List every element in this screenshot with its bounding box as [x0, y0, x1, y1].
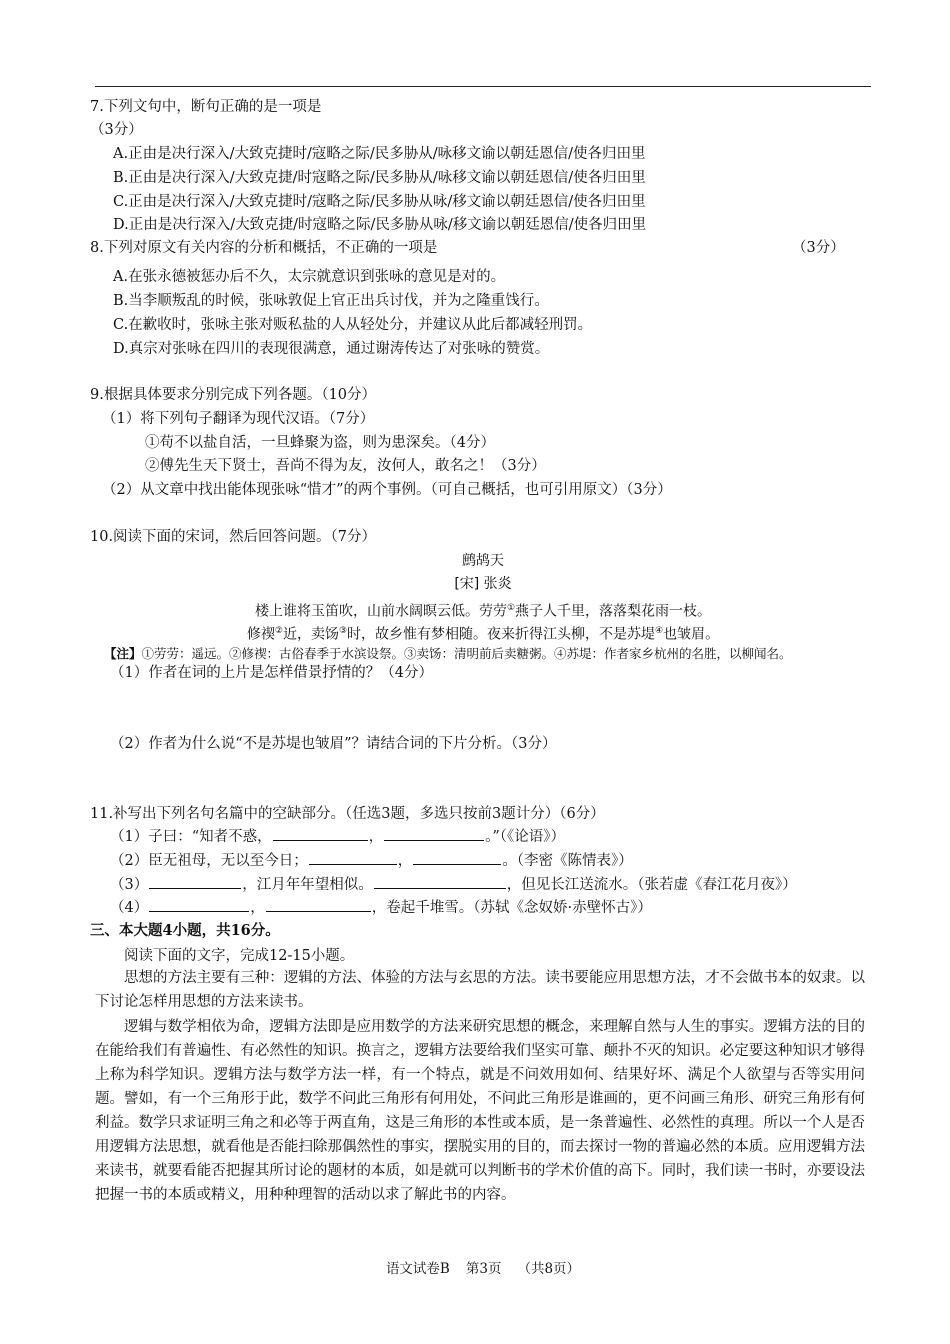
- q9-stem: 9.根据具体要求分别完成下列各题。（10分）: [90, 387, 377, 403]
- footer-paper: 语文试卷B: [385, 1261, 450, 1277]
- footer-total: （共8页）: [517, 1261, 581, 1277]
- poem-line-2d: 也皱眉。: [663, 626, 720, 643]
- poem-line-2a: 修禊: [246, 626, 275, 643]
- q11-item-2-text-c: 。（李密《陈情表》）: [502, 853, 633, 869]
- q8-option-d: D.真宗对张咏在四川的表现很满意，通过谢涛传达了对张咏的赞赏。: [113, 341, 550, 357]
- fill-blank[interactable]: [309, 850, 397, 865]
- footnote-mark-3: ③: [338, 626, 348, 636]
- fill-blank[interactable]: [413, 850, 501, 865]
- q9-sub1: （1）将下列句子翻译为现代汉语。（7分）: [102, 411, 375, 427]
- poem-title: 鹧鸪天: [462, 553, 504, 569]
- q8-score: （3分）: [792, 240, 845, 256]
- poem-line-2c: 时，故乡惟有梦相随。夜来折得江头柳，不是苏堤: [347, 626, 656, 643]
- q7-option-c: C.正由是决行深入/大致克捷时/寇略之际/民多胁从咏/移文谕以朝廷恩信/使各归田里: [113, 194, 646, 210]
- q8-option-b: B.当李顺叛乱的时候，张咏敦促上官正出兵讨伐，并为之隆重饯行。: [113, 293, 549, 309]
- q8-option-c: C.在歉收时，张咏主张对贩私盐的人从轻处分，并建议从此后都减轻刑罚。: [113, 317, 593, 333]
- q11-item-2-text-b: ，: [397, 853, 413, 869]
- fill-blank[interactable]: [149, 897, 249, 912]
- q7-option-a: A.正由是决行深入/大致克捷时/寇略之际/民多胁从/咏移文谕以朝廷恩信/使各归田里: [113, 146, 646, 162]
- fill-blank[interactable]: [384, 826, 484, 841]
- footnote-mark-2: ②: [274, 626, 283, 636]
- note-text: ①劳劳：遥远。②修禊：古俗春季于水滨设祭。③卖饧：清明前后卖糖粥。④苏堤：作者家乡杭州的名胜，以柳闻名。: [141, 646, 792, 661]
- q11-item-2-text-a: （2）臣无祖母，无以至今日；: [110, 853, 308, 869]
- fill-blank[interactable]: [273, 826, 368, 841]
- q11-item-3-text-c: ，但见长江送流水。（张若虚《春江花月夜》）: [506, 877, 797, 893]
- q11-item-1: [110, 826, 565, 848]
- fill-blank[interactable]: [374, 874, 506, 889]
- q11-item-3-text-a: （3）: [110, 877, 149, 893]
- q9-sub2: （2）从文章中找出能体现张咏“惜才”的两个事例。（可自己概括，也可引用原文）（3分）: [102, 482, 672, 498]
- q11-item-1-text-a: （1）子曰：“知者不惑，: [110, 829, 272, 845]
- q7-score: （3分）: [90, 122, 143, 138]
- q9-sentence1: ①苟不以盐自活，一旦蜂聚为盗，则为患深矣。（4分）: [145, 435, 495, 451]
- q11-item-4-text-b: ，: [250, 900, 265, 916]
- poem-line-1a: 楼上谁将玉笛吹，山前水阔暝云低。劳劳: [254, 603, 507, 620]
- q10-sub1: （1）作者在词的上片是怎样借景抒情的？（4分）: [110, 665, 433, 681]
- q8-option-a: A.在张永德被惩办后不久，太宗就意识到张咏的意见是对的。: [113, 269, 506, 285]
- reading-instruction: 阅读下面的文字，完成12-15小题。: [124, 948, 355, 964]
- q11-item-4-text-c: ，卷起千堆雪。（苏轼《念奴娇·赤壁怀古》）: [371, 900, 652, 916]
- poem-author: [宋] 张炎: [454, 576, 512, 592]
- q9-sentence2: ②傅先生天下贤士，吾尚不得为友，汝何人，敢名之！（3分）: [145, 458, 546, 474]
- passage-paragraph-1: 思想的方法主要有三种：逻辑的方法、体验的方法与玄思的方法。读书要能应用思想方法，才不会做书本的奴隶。以下讨论怎样用思想的方法来读书。: [95, 970, 865, 1010]
- q10-stem: 10.阅读下面的宋词，然后回答问题。（7分）: [90, 529, 377, 545]
- q11-item-1-text-b: ，: [368, 829, 384, 845]
- q7-stem: 7.下列文句中，断句正确的是一项是: [90, 99, 322, 115]
- q11-item-3: [110, 874, 797, 896]
- passage-paragraph-2: 逻辑与数学相依为命，逻辑方法即是应用数学的方法来研究思想的概念，来理解自然与人生的事实。逻辑方法的目的在能给我们有普遍性、有必然性的知识。换言之，逻辑方法要给我们坚实可靠、颠扑不灭的知识。必定要这种知识才够得上称为科学知识。逻辑方法与数学方法一样，有一个特点，就是不问效用如何、结果好坏、满足个人欲望与否等实用问题。譬如，有一个三角形于此，数学不问此三角形有何用处，不问此三角形是谁画的，更不问画三角形、研究三角形有何利益。数学只求证明三角之和必等于两直角，这是三角形的本性或本质，是一条普遍性、必然性的真理。所以一个人是否用逻辑方法思想，就看他是否能扫除那偶然性的事实，摆脱实用的目的，而去探讨一物的普遍必然的本质。应用逻辑方法来读书，就要看能否把握其所讨论的题材的本质，如是就可以判断书的学术价值的高下。同时，我们读一书时，亦要设法把握一书的本质或精义，用种种理智的活动以求了解此书的内容。: [95, 1019, 865, 1203]
- poem-line-1b: 燕子人千里，落落梨花雨一枝。: [515, 603, 712, 620]
- q11-item-4: [110, 897, 652, 919]
- q8-stem: 8.下列对原文有关内容的分析和概括，不正确的一项是: [90, 240, 438, 256]
- footnote-mark-1: ①: [506, 603, 516, 613]
- q11-item-2: [110, 850, 633, 872]
- q11-item-3-text-b: ，江月年年望相似。: [242, 877, 373, 893]
- section-3-heading: 三、本大题4小题，共16分。: [90, 922, 280, 939]
- note-label: 【注】: [104, 646, 142, 661]
- q11-stem: 11.补写出下列名句名篇中的空缺部分。（任选3题，多选只按前3题计分）（6分）: [90, 806, 605, 822]
- poem-line-2b: 近，卖饧: [282, 626, 339, 643]
- q10-sub2: （2）作者为什么说“不是苏堤也皱眉”？请结合词的下片分析。（3分）: [110, 736, 557, 752]
- q11-item-1-text-c: 。”（《论语》）: [485, 829, 566, 845]
- poem-line-2: [95, 620, 871, 646]
- fill-blank[interactable]: [149, 874, 241, 889]
- footnote-mark-4: ④: [655, 626, 664, 636]
- footer-page: 第3页: [465, 1261, 502, 1277]
- header-rule: [95, 86, 871, 87]
- q7-option-d: D.正由是决行深入/大致克捷/时寇略之际/民多胁从咏/移文谕以朝廷恩信/使各归田里: [113, 217, 647, 233]
- poem-line-1: [95, 597, 871, 623]
- q7-option-b: B.正由是决行深入/大致克捷/时寇略之际/民多胁从/咏移文谕以朝廷恩信/使各归田里: [113, 170, 646, 186]
- q11-item-4-text-a: （4）: [110, 900, 149, 916]
- page-footer: [95, 1257, 871, 1277]
- fill-blank[interactable]: [266, 897, 371, 912]
